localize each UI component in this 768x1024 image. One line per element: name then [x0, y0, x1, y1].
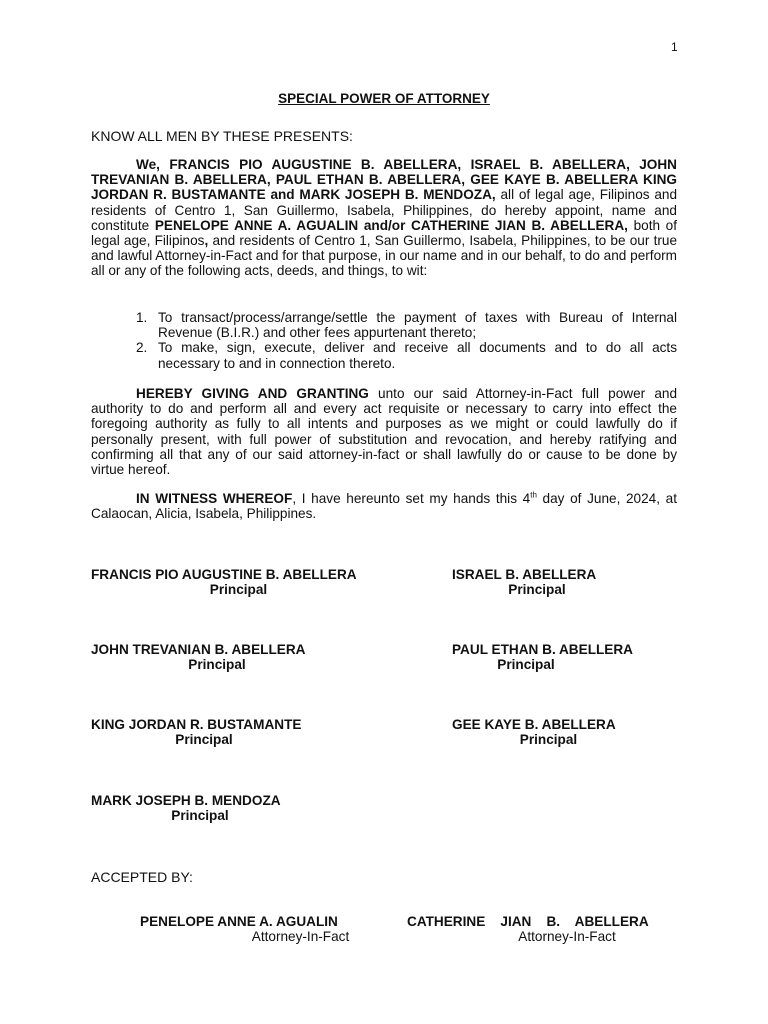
signatory-role: Principal — [508, 582, 566, 597]
principals-names: FRANCIS PIO AUGUSTINE B. ABELLERA, ISRAEL B. ABELLERA, JOHN TREVANIAN B. ABELLERA, PAUL ETHAN B. ABELLERA, GEE KAYE B. ABELLERA KING JORDAN R. BUSTAMANTE and MARK JOSEPH B. MENDOZA, — [91, 157, 678, 203]
witness-text-after: day of June, 2024, at Calaocan, Alicia, Isabela, Philippines. — [91, 491, 678, 522]
intro-paragraph — [91, 157, 677, 279]
list-item — [91, 310, 677, 340]
signatory-role: Principal — [209, 582, 268, 597]
intro-text-3: and residents of Centro 1, San Guillermo, Isabela, Philippines, to be our true and lawful Attorney-in-Fact and for that purpose, in our name and in our behalf, to do and perform all or any of the following acts, deeds, and things, to wit: — [91, 233, 678, 279]
signatory-role: Principal — [497, 657, 555, 672]
list-item — [91, 340, 677, 370]
signatory-role: Principal — [171, 808, 229, 823]
list-item-text: To transact/process/arrange/settle the payment of taxes with Bureau of Internal Revenue (B.I.R.) and other fees appurtenant thereto; — [158, 310, 677, 341]
attorney-signature-block — [407, 914, 677, 944]
salutation: KNOW ALL MEN BY THESE PRESENTS: — [91, 128, 353, 144]
signatory-name: MARK JOSEPH B. MENDOZA — [91, 793, 281, 808]
witness-heading: IN WITNESS WHEREOF — [136, 491, 293, 506]
signatory-role: Principal — [519, 732, 578, 747]
signatory-name: ISRAEL B. ABELLERA — [452, 567, 597, 582]
list-item-number: 1. — [136, 310, 148, 325]
signatory-name: PAUL ETHAN B. ABELLERA — [452, 642, 633, 657]
signature-block — [91, 717, 317, 747]
list-item-text: To make, sign, execute, deliver and receive all documents and to do all acts necessary to and in connection thereto. — [158, 340, 677, 371]
witness-paragraph — [91, 491, 677, 521]
signature-block — [91, 567, 386, 597]
list-item-number: 2. — [136, 340, 148, 356]
attorney-role: Attorney-In-Fact — [251, 929, 350, 944]
signatory-role: Principal — [175, 732, 233, 747]
signature-block — [91, 642, 343, 672]
intro-text-2: both of legal age, Filipinos — [91, 217, 678, 249]
powers-list — [91, 310, 677, 371]
signature-block — [452, 642, 633, 672]
attorney-name: CATHERINE JIAN B. ABELLERA — [407, 914, 649, 929]
accepted-by-label: ACCEPTED BY: — [91, 869, 193, 885]
intro-text-1: all of legal age, Filipinos and residents of Centro 1, San Guillermo, Isabela, Philippines, do hereby appoint, name and constitute — [91, 187, 678, 233]
signature-block — [452, 717, 645, 747]
granting-paragraph — [91, 386, 677, 477]
attorney-signature-block — [140, 914, 361, 944]
attorney-role: Attorney-In-Fact — [518, 929, 616, 944]
signatory-role: Principal — [188, 657, 246, 672]
witness-text-before: , I have hereunto set my hands this 4 — [292, 491, 531, 506]
attorneys-names: PENELOPE ANNE A. AGUALIN and/or CATHERINE JIAN B. ABELLERA, — [154, 217, 628, 233]
signature-block — [452, 567, 622, 597]
granting-text: unto our said Attorney-in-Fact full power and authority to do and perform all and every act requisite or necessary to carry into effect the foregoing authority as fully to all intents and purposes as we might or could lawfully do if personally present, with full power of substitution and revocation, and hereby ratifying and confirming all that any of our said attorney-in-fact or shall lawfully do or cause to be done by virtue hereof. — [91, 386, 678, 478]
signatory-name: KING JORDAN R. BUSTAMANTE — [91, 717, 302, 732]
witness-day-suffix: th — [530, 490, 537, 500]
attorney-name: PENELOPE ANNE A. AGUALIN — [140, 914, 338, 929]
page-number: 1 — [671, 40, 678, 54]
intro-comma: , — [204, 233, 209, 249]
signatory-name: GEE KAYE B. ABELLERA — [452, 717, 616, 732]
signatory-name: JOHN TREVANIAN B. ABELLERA — [91, 642, 306, 657]
document-title: SPECIAL POWER OF ATTORNEY — [278, 91, 490, 106]
signatory-name: FRANCIS PIO AUGUSTINE B. ABELLERA — [91, 567, 357, 582]
intro-we: We, — [136, 157, 160, 172]
granting-heading: HEREBY GIVING AND GRANTING — [136, 386, 369, 401]
signature-block — [91, 793, 309, 823]
